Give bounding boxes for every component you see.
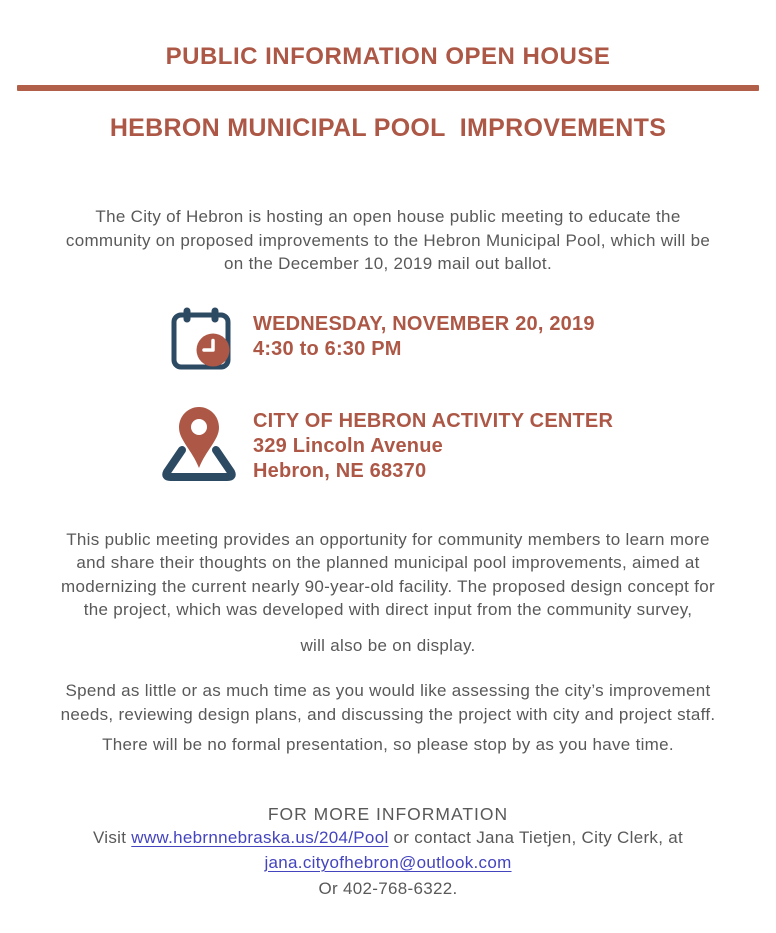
footer-contact-line (0, 825, 776, 851)
email-link[interactable]: jana.cityofhebron@outlook.com (264, 853, 512, 872)
event-location-row (157, 404, 776, 493)
calendar-clock-icon (170, 304, 232, 379)
pool-website-link[interactable]: www.hebrnnebraska.us/204/Pool (131, 827, 389, 847)
details-line: This public meeting provides an opportunity for community members to learn more (66, 529, 710, 549)
visit-line: needs, reviewing design plans, and discussing the project with city and project staff. (60, 704, 716, 724)
details-line: modernizing the current nearly 90-year-old facility. The proposed design concept for (61, 576, 715, 596)
page-subtitle: HEBRON MUNICIPAL POOL IMPROVEMENTS (109, 114, 667, 142)
details-line: the project, which was developed with direct input from the community survey, (83, 600, 693, 619)
intro-line: The City of Hebron is hosting an open house public meeting to educate the (95, 207, 681, 226)
event-date-text (253, 304, 595, 362)
venue-name-line: CITY OF HEBRON ACTIVITY CENTER (253, 409, 614, 432)
visit-suffix-text: or contact Jana Tietjen, City Clerk, at (388, 827, 684, 847)
footer-heading: FOR MORE INFORMATION (267, 803, 509, 824)
event-date-line: WEDNESDAY, NOVEMBER 20, 2019 (253, 312, 595, 335)
visit-line: Spend as little or as much time as you would like assessing the city’s improvement (65, 681, 711, 700)
venue-city-line: Hebron, NE 68370 (253, 459, 427, 482)
visit-prefix-text: Visit (92, 827, 132, 847)
footer-phone-line: Or 402-768-6322. (318, 878, 458, 898)
map-pin-icon (157, 404, 241, 493)
venue-street-line: 329 Lincoln Avenue (253, 434, 443, 457)
page-title: PUBLIC INFORMATION OPEN HOUSE (165, 43, 611, 70)
details-paragraph (0, 528, 776, 658)
visit-paragraph (0, 679, 776, 757)
event-venue-text (253, 404, 613, 484)
details-tail-line: will also be on display. (300, 635, 476, 655)
intro-line: community on proposed improvements to the Hebron Municipal Pool, which will be (65, 230, 711, 250)
intro-paragraph (0, 205, 776, 276)
divider-rule (17, 85, 759, 91)
visit-tail-line: There will be no formal presentation, so please stop by as you have time. (102, 735, 674, 754)
event-date-row (170, 304, 776, 379)
footer-email-line (0, 850, 776, 876)
footer (0, 803, 776, 902)
event-time-line: 4:30 to 6:30 PM (253, 337, 402, 360)
details-line: and share their thoughts on the planned municipal pool improvements, aimed at (76, 553, 700, 572)
intro-line: on the December 10, 2019 mail out ballot. (224, 254, 552, 273)
